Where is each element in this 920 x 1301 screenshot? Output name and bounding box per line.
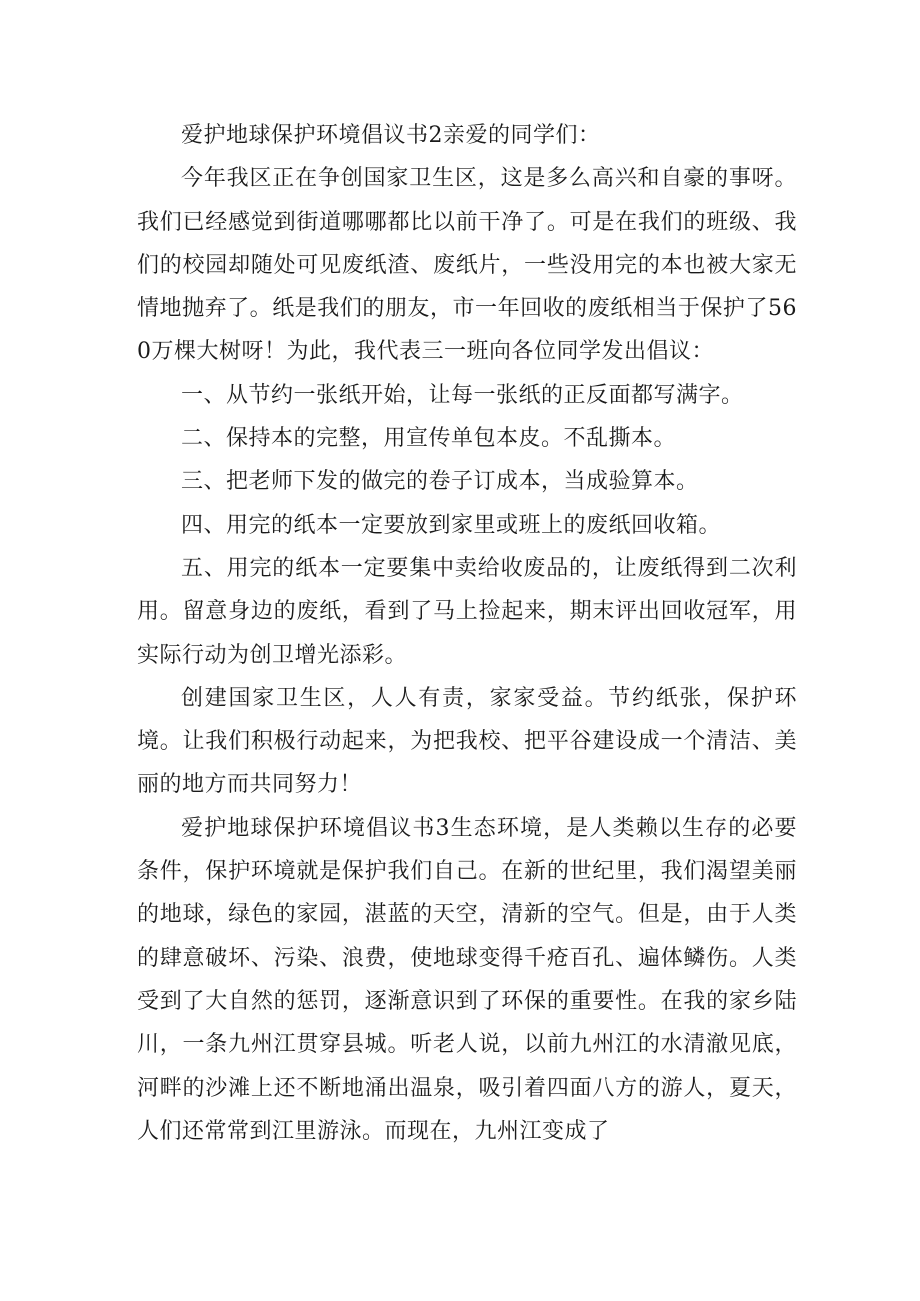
- paragraph-proposal-4: 四、用完的纸本一定要放到家里或班上的废纸回收箱。: [181, 512, 722, 538]
- document-body: [137, 114, 797, 1153]
- paragraph-letter-3: 爱护地球保护环境倡议书3生态环境，是人类赖以生存的必要条件，保护环境就是保护我们自己。在新的世纪里，我们渴望美丽的地球，绿色的家园，湛蓝的天空，清新的空气。但是，由于人类的肆意破坏、污染、浪费，使地球变得千疮百孔、遍体鳞伤。人类受到了大自然的惩罚，逐渐意识到了环保的重要性。在我的家乡陆川，一条九州江贯穿县城。听老人说，以前九州江的水清澈见底，河畔的沙滩上还不断地涌出温泉，吸引着四面八方的游人，夏天，人们还常常到江里游泳。而现在，九州江变成了: [137, 815, 797, 1144]
- paragraph-proposal-3: 三、把老师下发的做完的卷子订成本，当成验算本。: [181, 469, 699, 495]
- paragraph-heading-letter-2: 爱护地球保护环境倡议书2亲爱的同学们：: [181, 123, 601, 148]
- paragraph-proposal-2: 二、保持本的完整，用宣传单包本皮。不乱撕本。: [181, 426, 677, 452]
- paragraph-closing: 创建国家卫生区，人人有责，家家受益。节约纸张，保护环境。让我们积极行动起来，为把我校、把平谷建设成一个清洁、美丽的地方而共同努力！: [137, 685, 797, 798]
- paragraph-proposal-1: 一、从节约一张纸开始，让每一张纸的正反面都写满字。: [181, 382, 744, 408]
- paragraph-proposal-5: 五、用完的纸本一定要集中卖给收废品的，让废纸得到二次利用。留意身边的废纸，看到了马上捡起来，期末评出回收冠军，用实际行动为创卫增光添彩。: [137, 555, 797, 668]
- paragraph-intro: 今年我区正在争创国家卫生区，这是多么高兴和自豪的事呀。我们已经感觉到街道哪哪都比以前干净了。可是在我们的班级、我们的校园却随处可见废纸渣、废纸片，一些没用完的本也被大家无情地抛弃了。纸是我们的朋友，市一年回收的废纸相当于保护了560万棵大树呀！为此，我代表三一班向各位同学发出倡议：: [137, 166, 797, 365]
